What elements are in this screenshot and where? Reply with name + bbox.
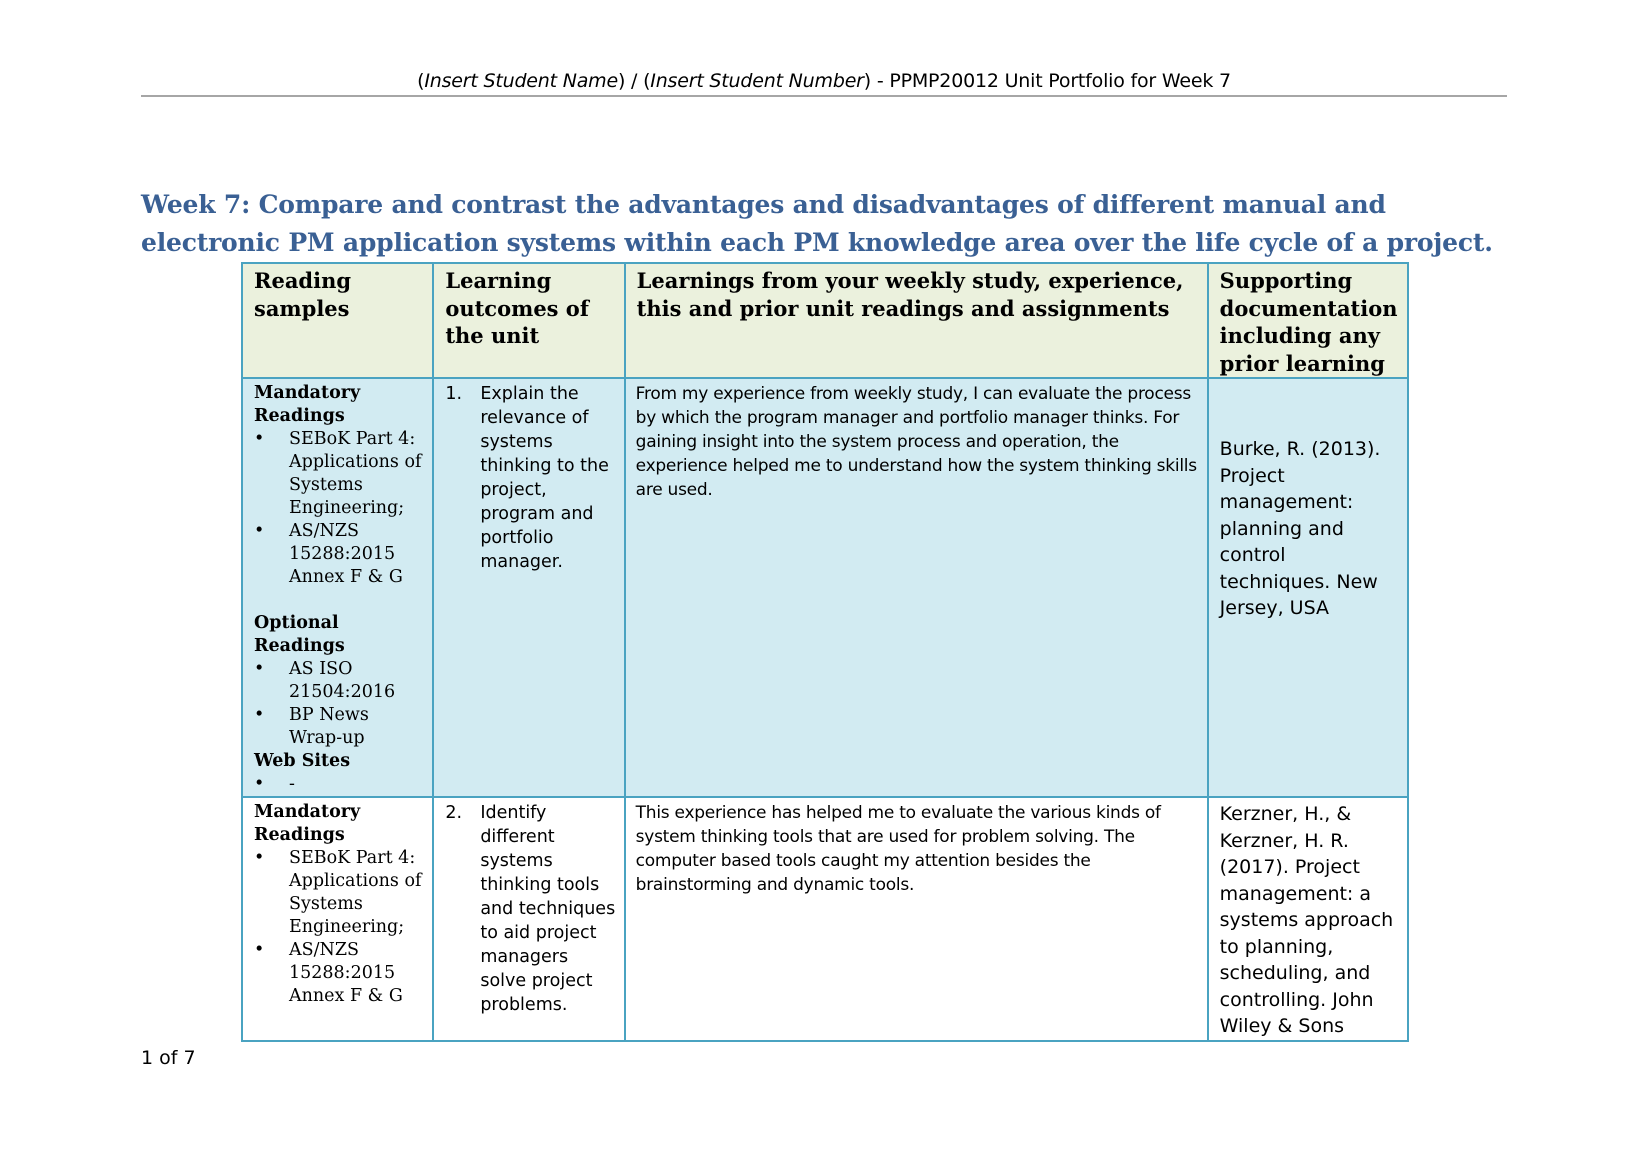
table-row — [242, 378, 1408, 797]
header-cell-learning-outcomes: Learning outcomes of the unit — [433, 263, 624, 378]
learning-outcome-cell — [433, 797, 624, 1041]
page-title: Week 7: Compare and contrast the advantages and disadvantages of different manual and electronic PM application systems within each PM knowledge area over the life cycle of a project. — [141, 190, 1493, 257]
list-item: • AS/NZS 15288:2015 Annex F & G — [254, 939, 426, 1008]
learnings-cell — [625, 797, 1208, 1041]
list-item: • AS/NZS 15288:2015 Annex F & G — [254, 520, 426, 589]
learnings-cell — [625, 378, 1208, 797]
page-number: 1 of 7 — [141, 1047, 196, 1069]
web-sites-list — [254, 773, 426, 796]
page-header — [141, 68, 1507, 94]
reading-samples-cell — [242, 797, 433, 1041]
documentation-text: Kerzner, H., & Kerzner, H. R. (2017). Project management: a systems approach to planning, scheduling, and controlling. John Wiley & Sons — [1219, 803, 1394, 1037]
table-header-row — [242, 263, 1408, 378]
documentation-cell — [1208, 378, 1408, 797]
header-cell-reading-samples: Reading samples — [242, 263, 433, 378]
mandatory-readings-heading: Mandatory Readings — [254, 383, 361, 426]
mandatory-readings-list — [254, 428, 426, 589]
outcome-text: Explain the relevance of systems thinking to the project, program and portfolio manager. — [480, 384, 609, 572]
documentation-cell — [1208, 797, 1408, 1041]
student-number-placeholder: Insert Student Number — [650, 70, 864, 92]
list-item: • AS ISO 21504:2016 — [254, 658, 426, 704]
table-row — [242, 797, 1408, 1041]
list-item: • BP News Wrap-up — [254, 704, 426, 750]
header-rule — [141, 95, 1507, 97]
learnings-text: This experience has helped me to evaluate the various kinds of system thinking tools that are used for problem solving. The computer based tools caught my attention besides the brainstorming and dynamic tools. — [635, 803, 1161, 895]
header-open-paren: ( — [417, 70, 425, 92]
mandatory-readings-heading: Mandatory Readings — [254, 802, 361, 845]
student-name-placeholder: Insert Student Name — [424, 70, 618, 92]
learning-outcome-cell — [433, 378, 624, 797]
header-cell-supporting-documentation: Supporting documentation including any prior learning — [1208, 263, 1408, 378]
list-item: • - — [254, 773, 426, 796]
documentation-text: Burke, R. (2013). Project management: planning and control techniques. New Jersey, USA — [1219, 438, 1381, 619]
list-item: • SEBoK Part 4: Applications of Systems Engineering; — [254, 428, 426, 520]
outcome-text: Identify different systems thinking tools and techniques to aid project managers solve project problems. — [480, 803, 616, 1015]
outcome-number: 2. — [445, 803, 463, 823]
learnings-text: From my experience from weekly study, I can evaluate the process by which the program manager and portfolio manager thinks. For gaining insight into the system process and operation, the experience helped me to understand how the system thinking skills are used. — [635, 384, 1197, 500]
header-cell-learnings: Learnings from your weekly study, experience, this and prior unit readings and assignments — [625, 263, 1208, 378]
web-sites-heading: Web Sites — [254, 751, 351, 771]
optional-readings-list — [254, 658, 426, 750]
optional-readings-heading: Optional Readings — [254, 613, 345, 656]
reading-samples-cell — [242, 378, 433, 797]
header-separator: ) / ( — [617, 70, 651, 92]
portfolio-table — [241, 262, 1409, 1042]
mandatory-readings-list — [254, 847, 426, 1008]
list-item: • SEBoK Part 4: Applications of Systems Engineering; — [254, 847, 426, 939]
outcome-number: 1. — [445, 384, 463, 404]
header-unit-title: ) - PPMP20012 Unit Portfolio for Week 7 — [863, 70, 1231, 92]
